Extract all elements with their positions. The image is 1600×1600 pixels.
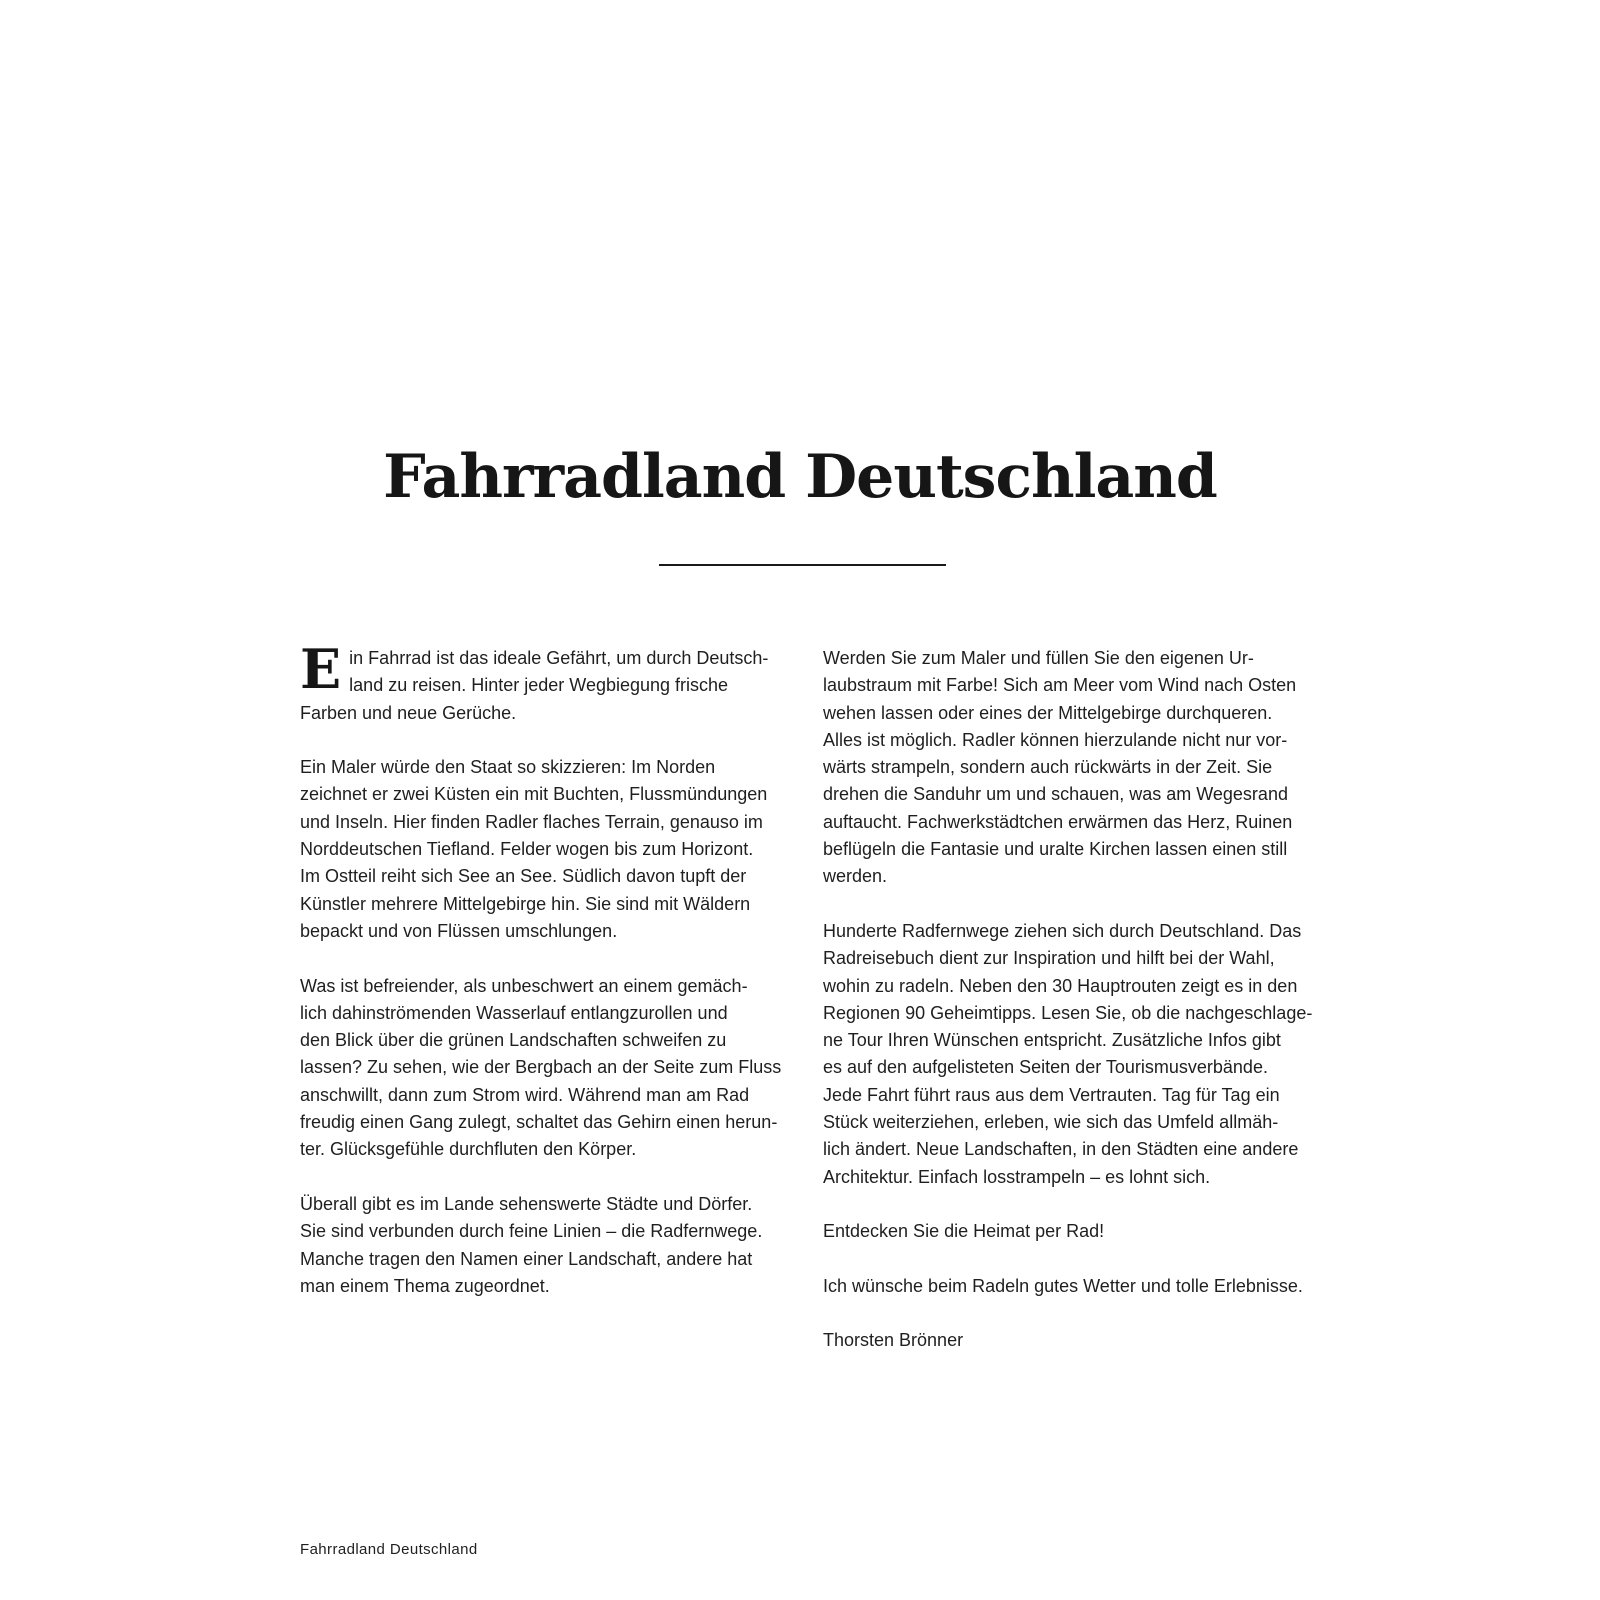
author-signature (823, 1327, 1313, 1354)
paragraph-towns (300, 1191, 785, 1300)
text-line: wohin zu radeln. Neben den 30 Hauptrouten zeigt es in den (823, 975, 1298, 996)
text-line: man einem Thema zugeordnet. (300, 1275, 550, 1296)
paragraph-discover (823, 1218, 1313, 1245)
text-line: und Inseln. Hier finden Radler flaches Terrain, genauso im (300, 811, 763, 832)
text-line: Hunderte Radfernwege ziehen sich durch Deutschland. Das (823, 920, 1302, 941)
text-line: Was ist befreiender, als unbeschwert an einem gemäch- (300, 975, 748, 996)
text-line: Ich wünsche beim Radeln gutes Wetter und tolle Erlebnisse. (823, 1275, 1303, 1296)
left-column (300, 637, 785, 1327)
author-name: Thorsten Brönner (823, 1330, 964, 1351)
paragraph-freedom (300, 973, 785, 1164)
text-line: ne Tour Ihren Wünschen entspricht. Zusätzliche Infos gibt (823, 1030, 1281, 1051)
text-line: bepackt und von Flüssen umschlungen. (300, 920, 618, 941)
text-line: freudig einen Gang zulegt, schaltet das Gehirn einen herun- (300, 1112, 778, 1133)
paragraph-wishes (823, 1273, 1313, 1300)
text-line: laubstraum mit Farbe! Sich am Meer vom Wind nach Osten (823, 675, 1297, 696)
text-line: Im Ostteil reiht sich See an See. Südlich davon tupft der (300, 866, 747, 887)
text-line: beflügeln die Fantasie und uralte Kirchen lassen einen still (823, 839, 1288, 860)
text-line: wehen lassen oder eines der Mittelgebirge durchqueren. (823, 702, 1273, 723)
text-line: Architektur. Einfach losstrampeln – es lohnt sich. (823, 1166, 1211, 1187)
text-line: den Blick über die grünen Landschaften schweifen zu (300, 1030, 727, 1051)
text-line: wärts strampeln, sondern auch rückwärts in der Zeit. Sie (823, 757, 1273, 778)
text-line: lassen? Zu sehen, wie der Bergbach an der Seite zum Fluss (300, 1057, 782, 1078)
text-line: Regionen 90 Geheimtipps. Lesen Sie, ob die nachgeschlage- (823, 1002, 1313, 1023)
text-line: Norddeutschen Tiefland. Felder wogen bis zum Horizont. (300, 839, 754, 860)
text-line: anschwillt, dann zum Strom wird. Während man am Rad (300, 1084, 750, 1105)
intro-paragraph (300, 637, 785, 727)
text-line: Überall gibt es im Lande sehenswerte Städte und Dörfer. (300, 1193, 753, 1214)
drop-cap: E (300, 637, 342, 701)
page-title: Fahrradland Deutschland (383, 442, 1217, 512)
text-line: Manche tragen den Namen einer Landschaft, andere hat (300, 1248, 753, 1269)
text-line: Jede Fahrt führt raus aus dem Vertrauten. Tag für Tag ein (823, 1084, 1280, 1105)
text-line: auftaucht. Fachwerkstädtchen erwärmen das Herz, Ruinen (823, 811, 1293, 832)
text-line: land zu reisen. Hinter jeder Wegbiegung frische (349, 675, 729, 696)
text-line: ter. Glücksgefühle durchfluten den Körper. (300, 1139, 637, 1160)
text-line: Werden Sie zum Maler und füllen Sie den eigenen Ur- (823, 648, 1254, 668)
paragraph-holiday-dream (823, 645, 1313, 891)
text-line: Entdecken Sie die Heimat per Rad! (823, 1221, 1105, 1242)
running-footer: Fahrradland Deutschland (300, 1541, 478, 1558)
text-line: Radreisebuch dient zur Inspiration und hilft bei der Wahl, (823, 948, 1275, 969)
text-line: Sie sind verbunden durch feine Linien – die Radfernwege. (300, 1221, 763, 1242)
text-line: zeichnet er zwei Küsten ein mit Buchten, Flussmündungen (300, 784, 768, 805)
text-line: werden. (823, 866, 888, 887)
text-line: Alles ist möglich. Radler können hierzulande nicht nur vor- (823, 729, 1288, 750)
paragraph-painter (300, 754, 785, 945)
text-line: lich ändert. Neue Landschaften, in den Städten eine andere (823, 1139, 1299, 1160)
text-line: Ein Maler würde den Staat so skizzieren: Im Norden (300, 757, 716, 778)
text-line: drehen die Sanduhr um und schauen, was am Wegesrand (823, 784, 1288, 805)
text-line: lich dahinströmenden Wasserlauf entlangzurollen und (300, 1002, 728, 1023)
title-divider (659, 564, 946, 566)
text-line: in Fahrrad ist das ideale Gefährt, um durch Deutsch- (349, 648, 769, 668)
text-line: Farben und neue Gerüche. (300, 702, 517, 723)
right-column (823, 645, 1313, 1382)
text-line: es auf den aufgelisteten Seiten der Tourismusverbände. (823, 1057, 1268, 1078)
text-line: Stück weiterziehen, erleben, wie sich das Umfeld allmäh- (823, 1112, 1279, 1133)
text-line: Künstler mehrere Mittelgebirge hin. Sie sind mit Wäldern (300, 893, 751, 914)
paragraph-routes (823, 918, 1313, 1191)
